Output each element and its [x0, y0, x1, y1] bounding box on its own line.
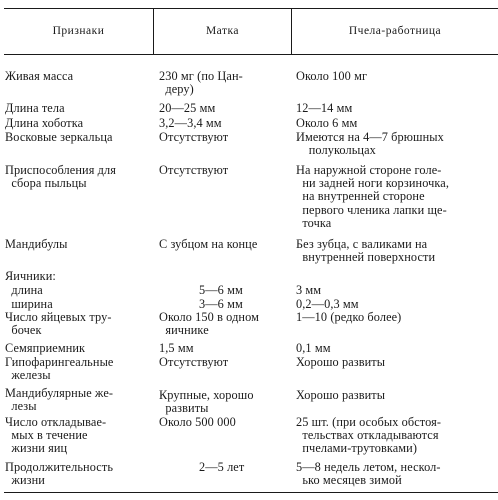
- header-queen: Матка: [205, 25, 240, 37]
- row-queen: С зубцом на конце: [159, 237, 258, 251]
- row-worker: 12—14 мм: [296, 101, 353, 115]
- row-queen: Отсутствуют: [159, 163, 229, 177]
- row-sign: ширина: [5, 297, 53, 311]
- row-sign: Длина тела: [5, 101, 65, 115]
- row-sign: Приспособления для сбора пыльцы: [5, 163, 116, 191]
- row-worker: Без зубца, с валиками на внутренней поверхности: [296, 237, 436, 265]
- row-worker: 3 мм: [296, 283, 322, 297]
- row-sign: Гипофарингеальные железы: [5, 355, 114, 383]
- header-rule: [4, 54, 498, 55]
- row-worker: Около 6 мм: [296, 116, 358, 130]
- row-sign: Восковые зеркальца: [5, 130, 113, 144]
- row-worker: На наружной стороне голе- ни задней ноги корзиночка, на внутренней стороне первого членика лапки ще- точка: [296, 163, 450, 230]
- row-sign: Живая масса: [5, 69, 74, 83]
- row-queen: 230 мг (по Цан- деру): [159, 69, 243, 97]
- row-sign: Длина хоботка: [5, 116, 84, 130]
- row-queen: 1,5 мм: [159, 341, 194, 355]
- row-sign: Продолжительность жизни: [5, 460, 114, 488]
- row-queen: 2—5 лет: [199, 460, 245, 474]
- row-worker: 0,2—0,3 мм: [296, 297, 359, 311]
- row-sign: Яичники:: [5, 269, 56, 283]
- row-queen: 3—6 мм: [199, 297, 243, 311]
- row-sign: Мандибулярные же- лезы: [5, 386, 114, 414]
- row-worker: 0,1 мм: [296, 341, 331, 355]
- row-queen: 20—25 мм: [159, 101, 216, 115]
- row-worker: 1—10 (редко более): [296, 310, 402, 324]
- row-queen: 5—6 мм: [199, 283, 243, 297]
- row-sign: Мандибулы: [5, 237, 68, 251]
- row-worker: Хорошо развиты: [296, 355, 386, 369]
- row-queen: Отсутствуют: [159, 130, 229, 144]
- row-queen: Крупные, хорошо развиты: [159, 388, 254, 416]
- row-worker: Имеются на 4—7 брюшных полукольцах: [296, 130, 444, 158]
- row-worker: Хорошо развиты: [296, 388, 386, 402]
- header-signs: Признаки: [52, 25, 105, 37]
- row-queen: Около 500 000: [159, 415, 236, 429]
- row-sign: Число откладывае- мых в течение жизни яиц: [5, 415, 107, 456]
- row-sign: Семяприемник: [5, 341, 86, 355]
- row-queen: 3,2—3,4 мм: [159, 116, 222, 130]
- row-sign: Число яйцевых тру- бочек: [5, 310, 112, 338]
- row-sign: длина: [5, 283, 43, 297]
- bottom-rule: [4, 492, 498, 493]
- header-worker: Пчела-работница: [348, 25, 442, 37]
- row-worker: Около 100 мг: [296, 69, 368, 83]
- row-worker: 5—8 недель летом, нескол- ько месяцев зимой: [296, 460, 441, 488]
- row-queen: Около 150 в одном яичнике: [159, 310, 260, 338]
- row-worker: 25 шт. (при особых обстоя- тельствах откладываются пчелами-трутовками): [296, 415, 442, 456]
- row-queen: Отсутствуют: [159, 355, 229, 369]
